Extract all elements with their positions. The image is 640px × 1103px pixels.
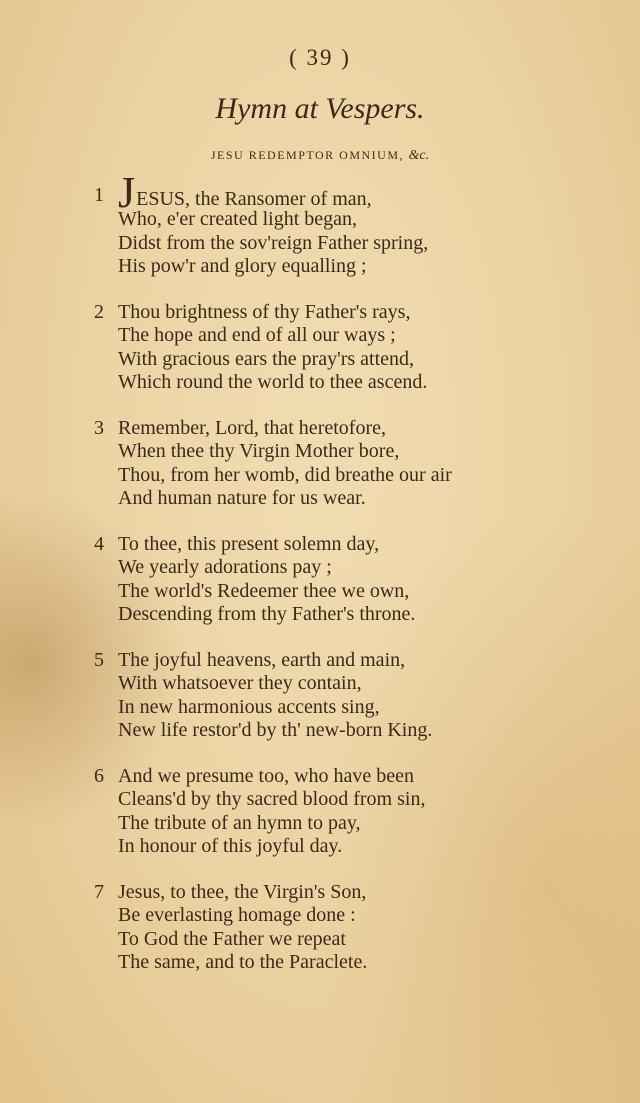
verse-line: In honour of this joyful day. [118,835,343,857]
verse-line: And human nature for us wear. [118,487,366,509]
verse-line: Thou, from her womb, did breathe our air [118,463,452,486]
subtitle-text: JESU REDEMPTOR OMNIUM, [210,148,405,162]
hymn-subtitle [0,148,640,164]
verse-line-text: ESUS, the Ransomer of man, [136,188,372,210]
verse-line: Remember, Lord, that heretofore, [118,416,386,439]
verse-line: To God the Father we repeat [118,927,346,950]
verse-6 [90,765,560,859]
verse-line: Which round the world to thee ascend. [118,371,428,393]
verse-line: Jesus, to thee, the Virgin's Son, [118,880,367,903]
verse-line: With whatsoever they contain, [118,672,362,694]
verse-1 [90,168,560,279]
verse-line: In new harmonious accents sing, [118,695,380,718]
subtitle-etc: &c. [408,148,430,163]
hymn-title: Hymn at Vespers. [215,92,425,125]
verse-5 [90,649,560,743]
verse-line: Didst from the sov'reign Father spring, [118,231,429,254]
verse-line: Be everlasting homage done : [118,904,356,926]
verse-number: 2 [94,300,104,323]
verse-number: 5 [94,648,104,671]
verse-line: We yearly adorations pay ; [118,556,332,578]
verse-line: New life restor'd by th' new-born King. [118,719,433,741]
verse-line: To thee, this present solemn day, [118,532,380,555]
verse-line [118,168,560,217]
verse-number: 6 [94,764,104,787]
verse-line: With gracious ears the pray'rs attend, [118,347,415,370]
verse-number: 7 [94,880,104,903]
verse-line: Descending from thy Father's throne. [118,603,416,625]
verse-line: Cleans'd by thy sacred blood from sin, [118,788,426,810]
verse-line: The hope and end of all our ways ; [118,324,396,346]
verse-4 [90,533,560,627]
page-number: ( 39 ) [289,45,351,70]
drop-cap: J [118,168,136,217]
verse-line: Who, e'er created light began, [118,208,358,230]
verse-line: His pow'r and glory equalling ; [118,255,367,277]
verse-line: When thee thy Virgin Mother bore, [118,440,400,462]
verse-7 [90,881,560,975]
verse-2 [90,301,560,395]
verse-line: The tribute of an hymn to pay, [118,811,361,834]
verse-3 [90,417,560,511]
verse-number: 4 [94,532,104,555]
hymn-verses [90,168,560,997]
verse-line: And we presume too, who have been [118,764,415,787]
verse-line: Thou brightness of thy Father's rays, [118,300,411,323]
verse-line: The same, and to the Paraclete. [118,951,368,973]
verse-line: The world's Redeemer thee we own, [118,579,410,602]
verse-number: 3 [94,416,104,439]
verse-line: The joyful heavens, earth and main, [118,648,406,671]
verse-number: 1 [94,184,104,206]
